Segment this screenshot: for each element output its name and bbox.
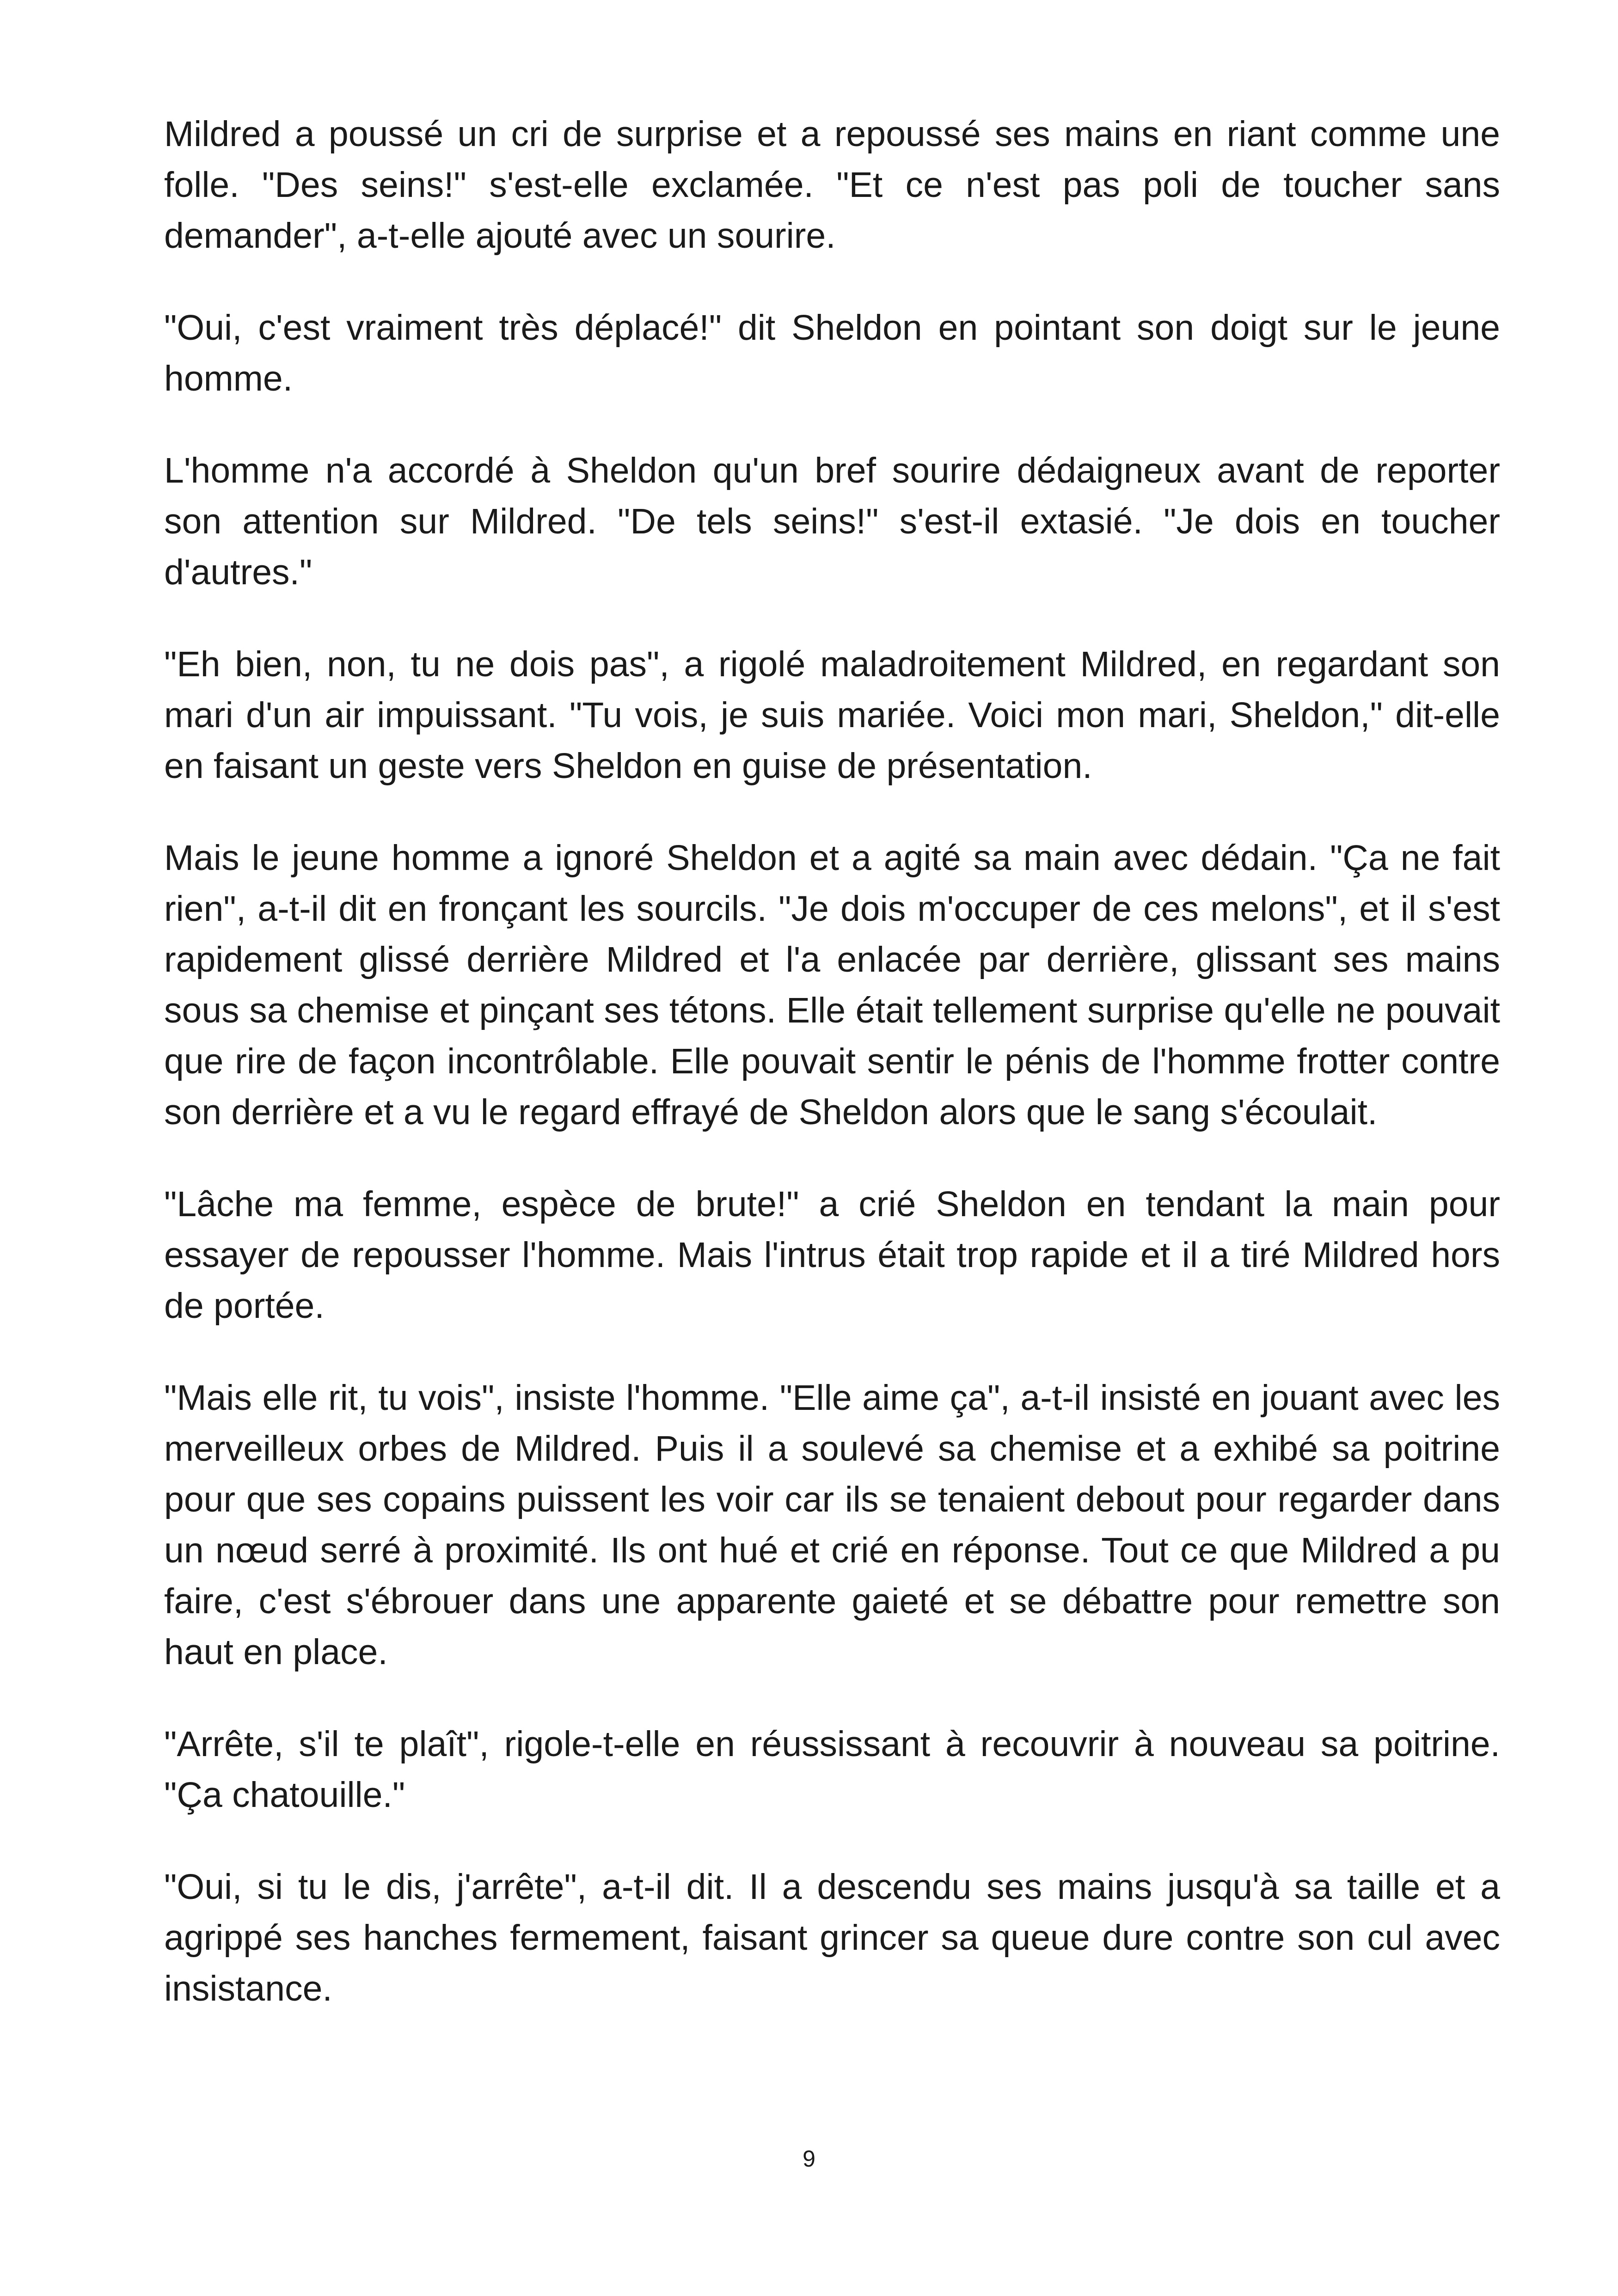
paragraph-7: "Mais elle rit, tu vois", insiste l'homme. "Elle aime ça", a-t-il insisté en jouant avec les merveilleux orbes de Mildred. Puis il a soulevé sa chemise et a exhibé sa poitrine pour que ses copains puissent les voir car ils se tenaient debout pour regarder dans un nœud serré à proximité. Ils ont hué et crié en réponse. Tout ce que Mildred a pu faire, c'est s'ébrouer dans une apparente gaieté et se débattre pour remettre son haut en place. — [164, 1378, 1500, 1672]
body-text — [164, 109, 1500, 2014]
paragraph-5: Mais le jeune homme a ignoré Sheldon et a agité sa main avec dédain. "Ça ne fait rien", a-t-il dit en fronçant les sourcils. "Je dois m'occuper de ces melons", et il s'est rapidement glissé derrière Mildred et l'a enlacée par derrière, glissant ses mains sous sa chemise et pinçant ses tétons. Elle était tellement surprise qu'elle ne pouvait que rire de façon incontrôlable. Elle pouvait sentir le pénis de l'homme frotter contre son derrière et a vu le regard effrayé de Sheldon alors que le sang s'écoulait. — [164, 838, 1500, 1132]
page-number: 9 — [803, 2146, 815, 2172]
paragraph-6: "Lâche ma femme, espèce de brute!" a crié Sheldon en tendant la main pour essayer de repousser l'homme. Mais l'intrus était trop rapide et il a tiré Mildred hors de portée. — [164, 1184, 1500, 1326]
paragraph-4: "Eh bien, non, tu ne dois pas", a rigolé maladroitement Mildred, en regardant son mari d'un air impuissant. "Tu vois, je suis mariée. Voici mon mari, Sheldon," dit-elle en faisant un geste vers Sheldon en guise de présentation. — [164, 644, 1500, 786]
paragraph-1: Mildred a poussé un cri de surprise et a repoussé ses mains en riant comme une folle. "Des seins!" s'est-elle exclamée. "Et ce n'est pas poli de toucher sans demander", a-t-elle ajouté avec un sourire. — [164, 114, 1500, 256]
paragraph-2: "Oui, c'est vraiment très déplacé!" dit Sheldon en pointant son doigt sur le jeune homme. — [164, 308, 1500, 398]
paragraph-3: L'homme n'a accordé à Sheldon qu'un bref sourire dédaigneux avant de reporter son attention sur Mildred. "De tels seins!" s'est-il extasié. "Je dois en toucher d'autres." — [164, 451, 1500, 592]
paragraph-9: "Oui, si tu le dis, j'arrête", a-t-il dit. Il a descendu ses mains jusqu'à sa taille et a agrippé ses hanches fermement, faisant grincer sa queue dure contre son cul avec insistance. — [164, 1867, 1500, 2008]
paragraph-8: "Arrête, s'il te plaît", rigole-t-elle en réussissant à recouvrir à nouveau sa poitrine. "Ça chatouille." — [164, 1724, 1500, 1815]
